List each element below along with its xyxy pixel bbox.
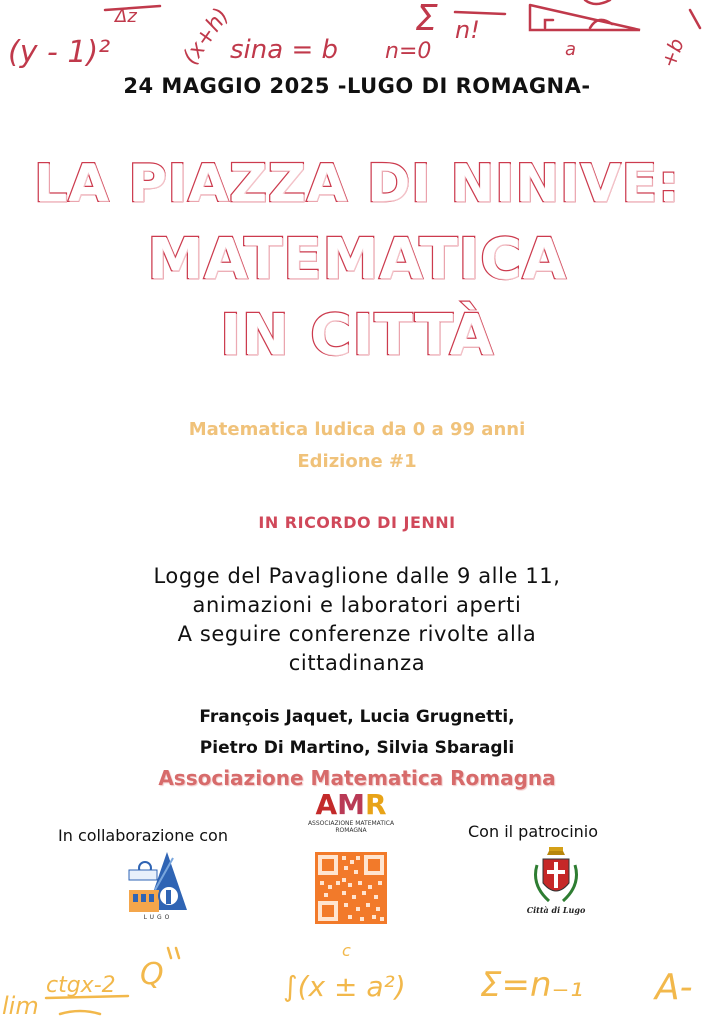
decor-top-text: sina = b: [230, 35, 338, 65]
collaboration-label: In collaborazione con: [58, 826, 228, 845]
event-date-location: 24 MAGGIO 2025 -LUGO DI ROMAGNA-: [123, 74, 591, 98]
info-line: animazioni e laboratori aperti: [192, 593, 522, 617]
subtitle-line-1: Matematica ludica da 0 a 99 anni: [188, 419, 526, 440]
lugo-logo-caption: LUGO: [143, 914, 173, 920]
patronage-label: Con il patrocinio: [468, 822, 599, 841]
decor-bottom-text: Q: [140, 957, 164, 992]
decor-bottom-text: ∫(x ± a²): [283, 970, 406, 1003]
speakers-line: François Jaquet, Lucia Grugnetti,: [199, 707, 515, 727]
event-info: [0, 562, 714, 678]
info-line: A seguire conferenze rivolte alla: [177, 622, 537, 646]
amr-letter-m: M: [337, 788, 365, 821]
bottom-math-decoration: [0, 934, 714, 1024]
decor-top-text: n!: [455, 16, 480, 44]
amr-logo: [300, 790, 402, 840]
amr-logo-caption-2: ROMAGNA: [335, 827, 367, 834]
decor-top-text: (x+h): [178, 3, 235, 70]
info-line: Logge del Pavaglione dalle 9 alle 11,: [153, 564, 561, 588]
amr-logo-letters: [300, 790, 402, 820]
decor-top-text: Δz: [115, 6, 137, 27]
speakers-list: [0, 702, 714, 764]
qr-code-icon[interactable]: [315, 852, 387, 924]
decor-bottom-text: c: [342, 941, 351, 960]
title-line-1: LA PIAZZA DI NINIVE:: [34, 154, 680, 214]
decor-bottom-text: ctgx-2: [46, 973, 116, 998]
top-math-decoration: [0, 0, 714, 80]
crest-caption: Città di Lugo: [526, 905, 586, 915]
info-line: cittadinanza: [288, 651, 426, 675]
decor-bottom-text: Σ=n₋₁: [480, 965, 584, 1005]
amr-letter-r: R: [364, 788, 387, 821]
memorial-dedication: IN RICORDO DI JENNI: [258, 513, 456, 532]
amr-letter-a: A: [315, 788, 338, 821]
lugo-school-logo-icon: [125, 850, 191, 920]
title-line-2: MATEMATICA: [147, 227, 567, 292]
decor-bottom-text: A-: [655, 967, 693, 1008]
amr-logo-caption-1: ASSOCIAZIONE MATEMATICA: [307, 820, 395, 827]
decor-top-text: (y - 1)²: [8, 35, 111, 70]
decor-top-text: +b: [656, 35, 689, 71]
decor-top-text: Σ: [415, 0, 438, 39]
decor-top-text: n=0: [385, 39, 432, 64]
subtitle-edition: Edizione #1: [297, 451, 417, 472]
speakers-line: Pietro Di Martino, Silvia Sbaragli: [199, 738, 515, 758]
association-name: Associazione Matematica Romagna: [158, 766, 556, 790]
decor-top-text: a: [565, 39, 577, 60]
decor-bottom-text: lim: [2, 992, 39, 1020]
event-subtitle: [0, 414, 714, 478]
event-title: [0, 146, 714, 374]
title-line-3: IN CITTÀ: [220, 303, 494, 368]
